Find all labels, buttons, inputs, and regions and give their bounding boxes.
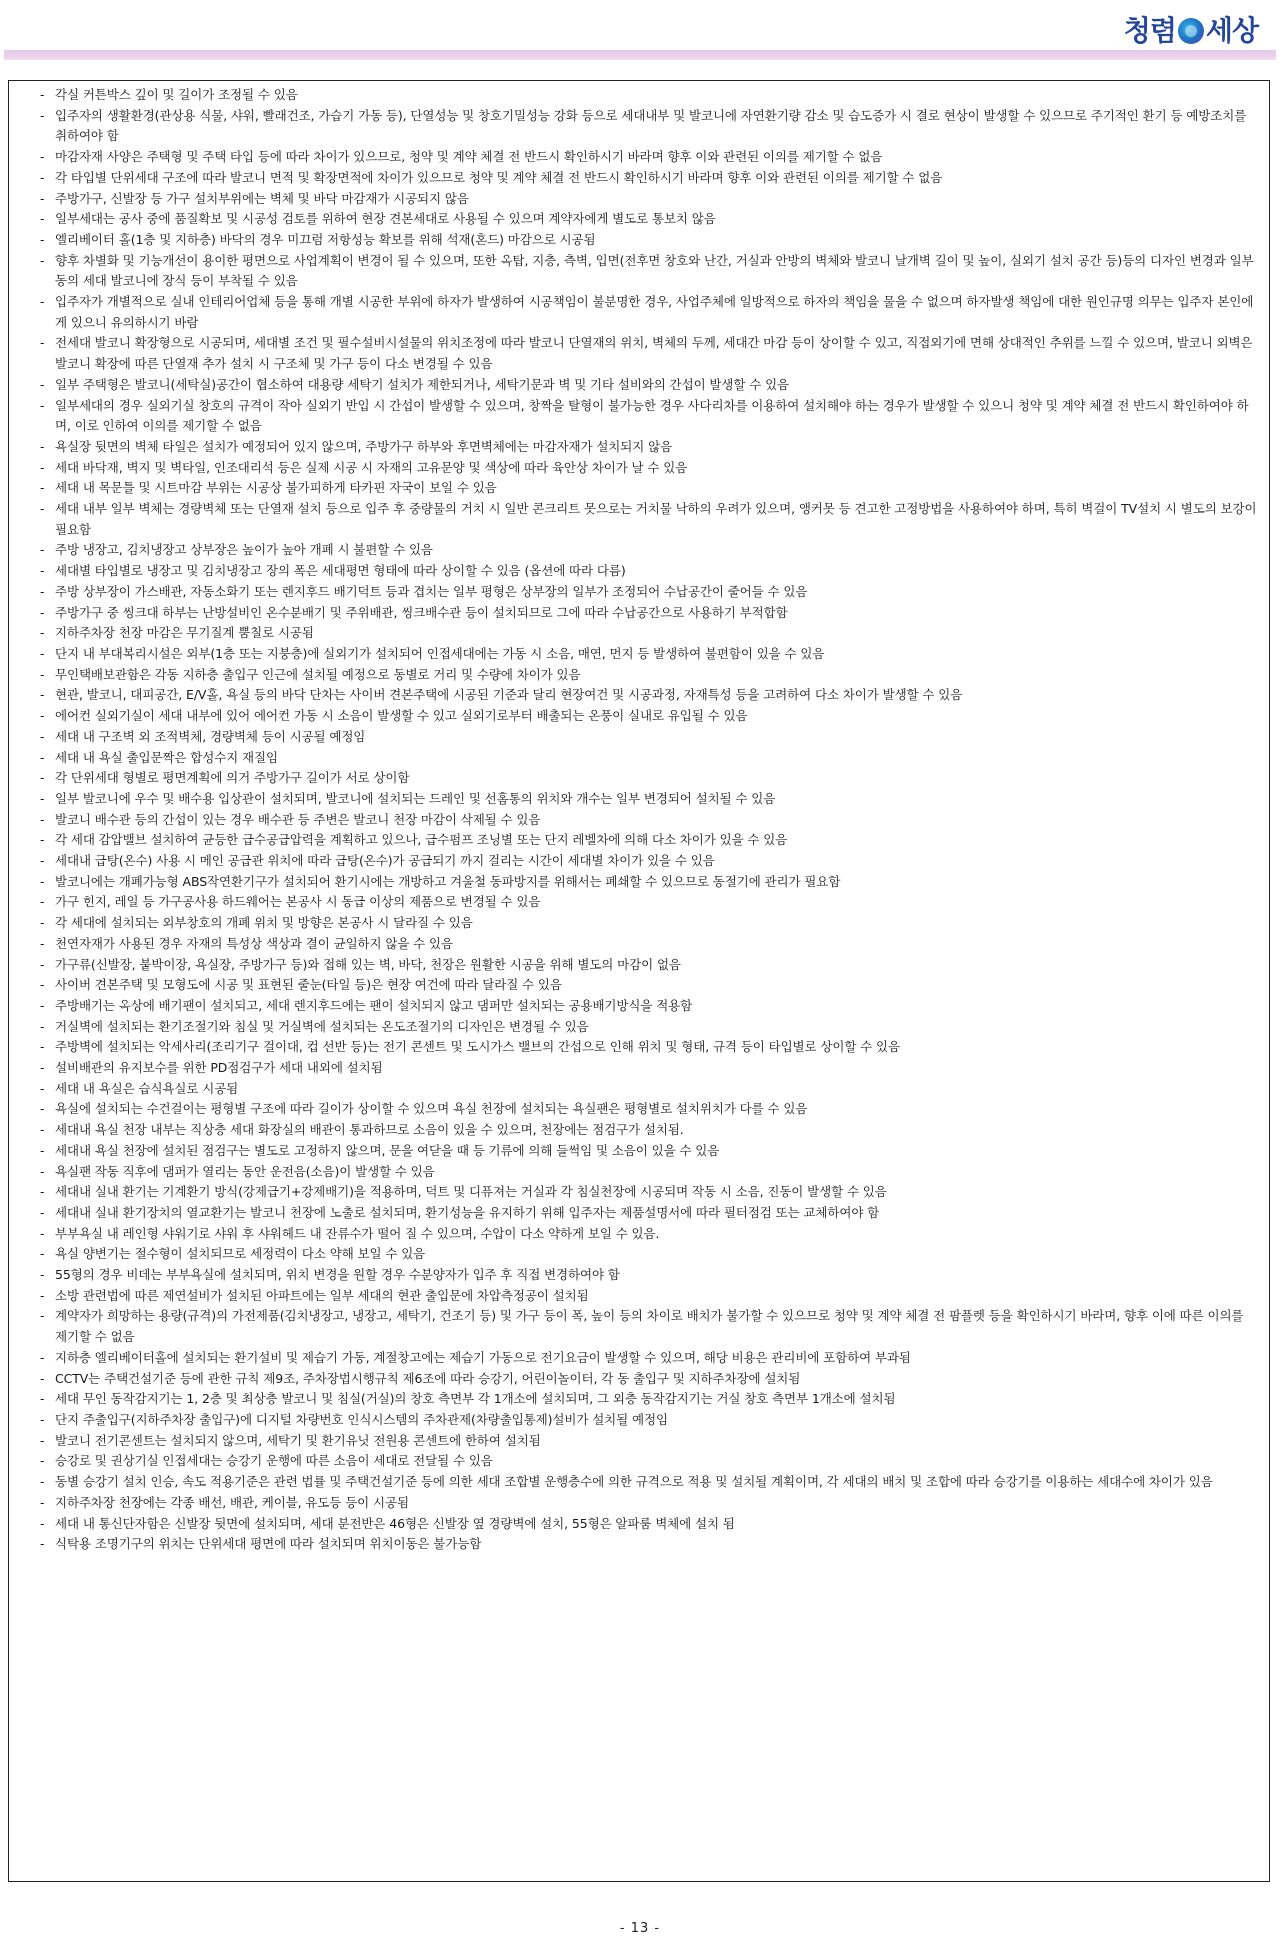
list-item [41, 996, 1259, 1017]
list-bullet: - [40, 666, 45, 682]
list-item [41, 1286, 1259, 1307]
list-item [41, 1265, 1259, 1286]
list-item [41, 1451, 1259, 1472]
list-item [41, 375, 1259, 396]
list-bullet: - [40, 873, 45, 889]
list-item [41, 1306, 1259, 1347]
list-item-text: 각 세대에 설치되는 외부창호의 개폐 위치 및 방향은 본공사 시 달라질 수 있음 [55, 915, 473, 931]
list-bullet: - [40, 915, 45, 931]
list-item [41, 1162, 1259, 1183]
logo-text-part2: 세상 [1205, 14, 1258, 47]
list-bullet: - [40, 1060, 45, 1076]
list-item-text: 각실 커튼박스 깊이 및 길이가 조정될 수 있음 [55, 87, 298, 102]
list-item-text: 세대 내 통신단자함은 신발장 뒷면에 설치되며, 세대 분전반은 46형은 신발장 옆 경량벽에 설치, 55형은 알파룸 벽체에 설치 됨 [55, 1515, 735, 1531]
list-bullet: - [40, 853, 45, 869]
list-item-text: 단지 내 부대복리시설은 외부(1층 또는 지붕층)에 실외기가 설치되어 인접세대에는 가동 시 소음, 매연, 먼지 등 발생하여 불편함이 있을 수 있음 [55, 645, 825, 661]
list-bullet: - [40, 997, 45, 1013]
list-bullet: - [40, 1267, 45, 1283]
list-item [41, 1224, 1259, 1245]
list-bullet: - [40, 335, 45, 351]
list-item [41, 1017, 1259, 1038]
list-item-text: 세대내 실내 환기장치의 열교환기는 발코니 천장에 노출로 설치되며, 환기성능을 유지하기 위해 입주자는 제품설명서에 따라 필터점검 또는 교체하여야 함 [55, 1204, 880, 1220]
list-item-text: 사이버 견본주택 및 모형도에 시공 및 표현된 줄눈(타일 등)은 현장 여건에 따라 달라질 수 있음 [55, 977, 562, 993]
list-bullet: - [40, 542, 45, 558]
list-item [41, 665, 1259, 686]
list-item-text: 각 세대 감압밸브 설치하여 균등한 급수공급압력을 계획하고 있으나, 급수펌프 조닝별 또는 단지 레벨차에 의해 다소 차이가 있을 수 있음 [55, 832, 788, 848]
list-item [41, 1472, 1259, 1493]
list-item [41, 85, 1259, 106]
list-item [41, 623, 1259, 644]
list-item-text: 발코니 전기콘센트는 설치되지 않으며, 세탁기 및 환기유닛 전원용 콘센트에 한하여 설치됨 [55, 1432, 541, 1448]
list-item-text: 승강로 및 권상기실 인접세대는 승강기 운행에 따른 소음이 세대로 전달될 수 있음 [55, 1453, 493, 1469]
list-bullet: - [40, 749, 45, 765]
list-item [41, 292, 1259, 333]
list-bullet: - [40, 1039, 45, 1055]
list-item [41, 1099, 1259, 1120]
list-item-text: 지하층 엘리베이터홀에 설치되는 환기설비 및 제습기 가동, 계절창고에는 제습기 가동으로 전기요금이 발생할 수 있으며, 해당 비용은 관리비에 포함하여 부과됨 [55, 1349, 911, 1365]
list-item-text: 세대 내 욕실 출입문짝은 합성수지 재질임 [55, 749, 278, 765]
list-item [41, 1079, 1259, 1100]
list-item [41, 913, 1259, 934]
list-bullet: - [40, 149, 45, 165]
list-bullet: - [40, 459, 45, 475]
list-bullet: - [40, 790, 45, 806]
list-bullet: - [40, 1412, 45, 1427]
list-item [41, 892, 1259, 913]
list-bullet: - [40, 501, 45, 517]
list-item [41, 540, 1259, 561]
list-item [41, 1493, 1259, 1514]
notice-content-box [8, 80, 1270, 1882]
list-bullet: - [40, 1246, 45, 1262]
list-bullet: - [40, 294, 45, 310]
list-item-text: 주방배기는 옥상에 배기팬이 설치되고, 세대 렌지후드에는 팬이 설치되지 않고 댐퍼만 설치되는 공용배기방식을 적용함 [55, 997, 693, 1013]
globe-logo-icon [1178, 18, 1204, 44]
list-bullet: - [40, 1287, 45, 1303]
list-bullet: - [40, 1225, 45, 1241]
list-item-text: 세대내 욕실 천장 내부는 직상층 세대 화장실의 배관이 통과하므로 소음이 있을 수 있으며, 천장에는 점검구가 설치됨. [55, 1122, 684, 1138]
list-bullet: - [40, 190, 45, 206]
list-item [41, 603, 1259, 624]
list-item-text: 욕실 양변기는 절수형이 설치되므로 세정력이 다소 약해 보일 수 있음 [55, 1246, 426, 1262]
list-bullet: - [40, 252, 45, 268]
list-item-text: 엘리베이터 홀(1층 및 지하층) 바닥의 경우 미끄럼 저항성능 확보를 위해 석재(혼드) 마감으로 시공됨 [55, 231, 596, 247]
list-item-text: 현관, 발코니, 대피공간, E/V홀, 욕실 등의 바닥 단차는 사이버 견본주택에 시공된 기준과 달리 현장여건 및 시공과정, 자재특성 등을 고려하여 다소 차이가 발생할 수 있음 [55, 687, 963, 703]
list-bullet: - [40, 1080, 45, 1096]
list-bullet: - [40, 1536, 45, 1552]
list-item-text: 각 타입별 단위세대 구조에 따라 발코니 면적 및 확장면적에 차이가 있으므로 청약 및 계약 체결 전 반드시 확인하시기 바라며 향후 이와 관련된 이의를 제기할 수 없음 [55, 169, 943, 185]
list-item-text: 세대 무인 동작감지기는 1, 2층 및 최상층 발코니 및 침실(거실)의 창호 측면부 각 1개소에 설치되며, 그 외층 동작감지기는 거실 창호 측면부 1개소에 설치됨 [55, 1391, 896, 1407]
list-bullet: - [40, 1018, 45, 1034]
list-item [41, 168, 1259, 189]
list-item [41, 437, 1259, 458]
list-item-text: 세대내 급탕(온수) 사용 시 메인 공급관 위치에 따라 급탕(온수)가 공급되기 까지 걸리는 시간이 세대별 차이가 있을 수 있음 [55, 853, 715, 869]
list-item-text: 천연자재가 사용된 경우 자재의 특성상 색상과 결이 균일하지 않을 수 있음 [55, 935, 453, 951]
list-item [41, 209, 1259, 230]
page-number: - 13 - [619, 1921, 661, 1936]
list-bullet: - [40, 1494, 45, 1510]
list-item [41, 685, 1259, 706]
list-bullet: - [40, 87, 45, 102]
list-item-text: 발코니 배수관 등의 간섭이 있는 경우 배수관 등 주변은 발코니 천장 마감이 삭제될 수 있음 [55, 811, 541, 827]
list-item-text: 마감자재 사양은 주택형 및 주택 타입 등에 따라 차이가 있으므로, 청약 및 계약 체결 전 반드시 확인하시기 바라며 향후 이와 관련된 이의를 제기할 수 없음 [55, 149, 883, 165]
list-bullet: - [40, 438, 45, 454]
list-item [41, 499, 1259, 540]
list-item [41, 748, 1259, 769]
list-item-text: 식탁용 조명기구의 위치는 단위세대 평면에 따라 설치되며 위치이동은 불가능함 [55, 1536, 482, 1552]
list-item-text: CCTV는 주택건설기준 등에 관한 규칙 제9조, 주차장법시행규칙 제6조에 따라 승강기, 어린이놀이터, 각 동 출입구 및 지하주차장에 설치됨 [55, 1370, 801, 1386]
list-item [41, 1348, 1259, 1369]
list-item [41, 458, 1259, 479]
list-bullet: - [40, 1370, 45, 1386]
list-item [41, 851, 1259, 872]
list-item [41, 644, 1259, 665]
list-item-text: 세대내 실내 환기는 기계환기 방식(강제급기+강제배기)을 적용하며, 덕트 및 디퓨져는 거실과 각 침실천장에 시공되며 작동 시 소음, 진동이 발생할 수 있음 [55, 1184, 887, 1200]
list-item-text: 무인택배보관함은 각동 지하층 출입구 인근에 설치될 예정으로 동별로 거리 및 수량에 차이가 있음 [55, 666, 581, 682]
site-logo [1124, 14, 1258, 48]
list-item [41, 147, 1259, 168]
list-bullet: - [40, 1122, 45, 1138]
list-item-text: 세대 바닥재, 벽지 및 벽타일, 인조대리석 등은 실제 시공 시 자재의 고유문양 및 색상에 따라 육안상 차이가 날 수 있음 [55, 459, 688, 475]
list-item-text: 세대별 타입별로 냉장고 및 김치냉장고 장의 폭은 세대평면 형태에 따라 상이할 수 있음 (옵션에 따라 다름) [55, 563, 626, 579]
list-item-text: 발코니에는 개폐가능형 ABS작연환기구가 설치되어 환기시에는 개방하고 겨울철 동파방지를 위해서는 폐쇄할 수 있으므로 동절기에 관리가 필요함 [55, 873, 841, 889]
list-item-text: 지하주차장 천장에는 각종 배선, 배관, 케이블, 유도등 등이 시공됨 [55, 1494, 409, 1510]
list-item-text: 일부세대는 공사 중에 품질확보 및 시공성 검토를 위하여 현장 견본세대로 사용될 수 있으며 계약자에게 별도로 통보치 않음 [55, 211, 716, 227]
list-bullet: - [40, 604, 45, 620]
list-item [41, 1037, 1259, 1058]
list-item-text: 주방가구 중 씽크대 하부는 난방설비인 온수분배기 및 주위배관, 씽크배수관 등이 설치되므로 그에 따라 수납공간으로 사용하기 부적합함 [55, 604, 788, 620]
list-item [41, 1058, 1259, 1079]
list-item [41, 1514, 1259, 1535]
list-item-text: 일부 주택형은 발코니(세탁실)공간이 협소하여 대용량 세탁기 설치가 제한되거나, 세탁기문과 벽 및 기타 설비와의 간섭이 발생할 수 있음 [55, 376, 790, 392]
list-item-text: 동별 승강기 설치 인승, 속도 적용기준은 관련 법률 및 주택건설기준 등에 의한 세대 조합별 운행층수에 의한 규격으로 적용 및 설치될 계획이며, 각 세대의 배치 및 조합에 따라 승강기를 이용하는 세대수에 차이가 있음 [55, 1474, 1213, 1490]
list-item-text: 주방 냉장고, 김치냉장고 상부장은 높이가 높아 개폐 시 불편할 수 있음 [55, 542, 433, 558]
list-item-text: 가구 힌지, 레일 등 가구공사용 하드웨어는 본공사 시 동급 이상의 제품으로 변경될 수 있음 [55, 894, 541, 910]
list-bullet: - [40, 1204, 45, 1220]
list-bullet: - [40, 376, 45, 392]
list-item [41, 582, 1259, 603]
list-item-text: 55형의 경우 비데는 부부욕실에 설치되며, 위치 변경을 원할 경우 수분양자가 입주 후 직접 변경하여야 함 [55, 1267, 620, 1283]
list-item-text: 전세대 발코니 확장형으로 시공되며, 세대별 조건 및 필수설비시설물의 위치조정에 따라 발코니 단열재의 위치, 벽체의 두께, 세대간 마감 등이 상이할 수 있고, 직접외기에 면해 상대적인 추위를 느낄 수 있으며, 발코니 외벽은 발코니 확장에 따른 단열재 추가 설치 시 구조체 및 가구 등이 다소 변경될 수 있음 [55, 335, 1253, 372]
list-bullet: - [40, 935, 45, 951]
list-bullet: - [40, 231, 45, 247]
list-bullet: - [40, 708, 45, 724]
list-item [41, 789, 1259, 810]
list-item-text: 향후 차별화 및 기능개선이 용이한 평면으로 사업계획이 변경이 될 수 있으며, 또한 옥탑, 지층, 측벽, 입면(전후면 창호와 난간, 거실과 안방의 벽체와 발코니 날개벽 길이 및 높이, 실외기 설치 공간 등)등의 디자인 변경과 일부동의 세대 발코니에 장식 등이 부착될 수 있음 [55, 252, 1254, 289]
list-item-text: 주방벽에 설치되는 악세사리(조리기구 걸이대, 컵 선반 등)는 전기 콘센트 및 도시가스 밸브의 간섭으로 인해 위치 및 형태, 규격 등이 타입별로 상이할 수 있음 [55, 1039, 900, 1055]
list-bullet: - [40, 169, 45, 185]
list-item [41, 1410, 1259, 1431]
list-item-text: 욕실에 설치되는 수건걸이는 평형별 구조에 따라 길이가 상이할 수 있으며 욕실 천장에 설치되는 욕실팬은 평형별로 설치위치가 다를 수 있음 [55, 1101, 808, 1117]
list-item [41, 830, 1259, 851]
list-item-text: 주방가구, 신발장 등 가구 설치부위에는 벽체 및 바닥 마감재가 시공되지 않음 [55, 190, 469, 206]
list-item [41, 230, 1259, 251]
list-item [41, 872, 1259, 893]
list-item-text: 입주자의 생활환경(관상용 식물, 샤워, 빨래건조, 가습기 가동 등), 단열성능 및 창호기밀성능 강화 등으로 세대내부 및 발코니에 자연환기량 감소 및 습도증가 시 결로 현상이 발생할 수 있으므로 주기적인 환기 등 예방조치를 취하여야 함 [55, 107, 1247, 144]
list-item-text: 에어컨 실외기실이 세대 내부에 있어 에어컨 가동 시 소음이 발생할 수 있고 실외기로부터 배출되는 온풍이 실내로 유입될 수 있음 [55, 708, 748, 724]
list-item [41, 727, 1259, 748]
list-item-text: 세대 내 구조벽 외 조적벽체, 경량벽체 등이 시공될 예정임 [55, 728, 366, 744]
list-bullet: - [40, 1474, 45, 1490]
list-item-text: 입주자가 개별적으로 실내 인테리어업체 등을 통해 개별 시공한 부위에 하자가 발생하여 시공책임이 불분명한 경우, 사업주체에 일방적으로 하자의 책임을 물을 수 없으며 하자발생 책임에 대한 원인규명 의무는 입주자 본인에게 있으니 유의하시기 바람 [55, 294, 1254, 330]
list-item [41, 1369, 1259, 1390]
list-bullet: - [40, 563, 45, 579]
list-item [41, 955, 1259, 976]
list-item-text: 계약자가 희망하는 용량(규격)의 가전제품(김치냉장고, 냉장고, 세탁기, 건조기 등) 및 가구 등이 폭, 높이 등의 차이로 배치가 불가할 수 있으므로 청약 및 계약 체결 전 팜플렛 등을 확인하시기 바라며, 향후 이에 따른 이의를 제기할 수 없음 [55, 1308, 1244, 1345]
list-item [41, 1120, 1259, 1141]
list-bullet: - [40, 1349, 45, 1365]
list-item-text: 세대 내 욕실은 습식욕실로 시공됨 [55, 1080, 239, 1096]
list-bullet: - [40, 977, 45, 993]
list-item [41, 1182, 1259, 1203]
list-item [41, 768, 1259, 789]
list-item [41, 1244, 1259, 1265]
list-bullet: - [40, 894, 45, 910]
list-item-text: 일부세대의 경우 실외기실 창호의 규격이 작아 실외기 반입 시 간섭이 발생할 수 있으며, 창짝을 탈형이 불가능한 경우 사다리차를 이용하여 설치해야 하는 경우가 발생할 수 있으니 청약 및 계약 체결 전 반드시 확인하여야 하며, 이로 인하여 이의를 제기할 수 없음 [55, 397, 1249, 434]
list-item-text: 지하주차장 천장 마감은 무기질계 뿜칠로 시공됨 [55, 625, 314, 641]
logo-text-part1: 청렴 [1123, 14, 1176, 47]
list-item-text: 주방 상부장이 가스배관, 자동소화기 또는 렌지후드 배기덕트 등과 겹치는 일부 평형은 상부장의 일부가 조정되어 수납공간이 줄어들 수 있음 [55, 583, 808, 599]
list-bullet: - [40, 1184, 45, 1200]
list-item-text: 소방 관련법에 따른 제연설비가 설치된 아파트에는 일부 세대의 현관 출입문에 차압측정공이 설치됨 [55, 1287, 589, 1303]
list-bullet: - [40, 770, 45, 786]
list-bullet: - [40, 811, 45, 827]
list-item-text: 세대 내부 일부 벽체는 경량벽체 또는 단열재 설치 등으로 입주 후 중량물의 거치 시 일반 콘크리트 못으로는 거치물 낙하의 우려가 있으며, 앵커못 등 견고한 고정방법을 사용하여야 하며, 특히 벽걸이 TV설치 시 별도의 보강이 필요함 [55, 501, 1257, 537]
list-item-text: 욕실장 뒷면의 벽체 타일은 설치가 예정되어 있지 않으며, 주방가구 하부와 후면벽체에는 마감자재가 설치되지 않음 [55, 438, 673, 454]
list-item-text: 부부욕실 내 레인형 샤워기로 샤워 후 샤워헤드 내 잔류수가 떨어 질 수 있으며, 수압이 다소 약하게 보일 수 있음. [55, 1225, 660, 1241]
list-bullet: - [40, 583, 45, 599]
list-bullet: - [40, 832, 45, 848]
list-item-text: 세대 내 목문틀 및 시트마감 부위는 시공상 불가피하게 타카핀 자국이 보일 수 있음 [55, 480, 497, 496]
list-item-text: 거실벽에 설치되는 환기조절기와 침실 및 거실벽에 설치되는 온도조절기의 디자인은 변경될 수 있음 [55, 1018, 589, 1034]
list-item [41, 1389, 1259, 1410]
list-bullet: - [40, 1163, 45, 1179]
list-item [41, 189, 1259, 210]
list-item-text: 일부 발코니에 우수 및 배수용 입상관이 설치되며, 발코니에 설치되는 드레인 및 선홈통의 위치와 개수는 일부 변경되어 설치될 수 있음 [55, 790, 776, 806]
list-bullet: - [40, 728, 45, 744]
list-item [41, 1534, 1259, 1555]
list-item [41, 396, 1259, 437]
list-bullet: - [40, 480, 45, 496]
list-bullet: - [40, 1432, 45, 1448]
list-bullet: - [40, 956, 45, 972]
list-bullet: - [40, 1453, 45, 1469]
list-item-text: 세대내 욕실 천장에 설치된 점검구는 별도로 고정하지 않으며, 문을 여닫을 때 등 기류에 의해 들썩임 및 소음이 있을 수 있음 [55, 1142, 720, 1158]
list-item [41, 810, 1259, 831]
list-item-text: 욕실팬 작동 직후에 댐퍼가 열리는 동안 운전음(소음)이 발생할 수 있음 [55, 1163, 435, 1179]
list-bullet: - [40, 1142, 45, 1158]
list-bullet: - [40, 1391, 45, 1407]
list-item [41, 975, 1259, 996]
list-item-text: 단지 주출입구(지하주차장 출입구)에 디지털 차량번호 인식시스템의 주차관제(차량출입통제)설비가 설치될 예정임 [55, 1412, 668, 1427]
list-item [41, 934, 1259, 955]
list-bullet: - [40, 1308, 45, 1324]
list-bullet: - [40, 1101, 45, 1117]
list-item [41, 106, 1259, 147]
list-item-text: 설비배관의 유지보수를 위한 PD점검구가 세대 내외에 설치됨 [55, 1060, 383, 1076]
list-item [41, 706, 1259, 727]
list-item-text: 가구류(신발장, 붙박이장, 욕실장, 주방가구 등)와 접해 있는 벽, 바닥, 천장은 원활한 시공을 위해 별도의 마감이 없음 [55, 956, 681, 972]
list-bullet: - [40, 1515, 45, 1531]
list-bullet: - [40, 397, 45, 413]
list-item-text: 각 단위세대 형별로 평면계획에 의거 주방가구 길이가 서로 상이함 [55, 770, 410, 786]
list-bullet: - [40, 645, 45, 661]
list-bullet: - [40, 625, 45, 641]
list-item [41, 1141, 1259, 1162]
list-item [41, 1431, 1259, 1452]
list-item [41, 478, 1259, 499]
list-bullet: - [40, 211, 45, 227]
list-item [41, 333, 1259, 374]
header-band [4, 50, 1276, 60]
list-item [41, 1203, 1259, 1224]
list-bullet: - [40, 687, 45, 703]
list-bullet: - [40, 107, 45, 123]
list-item [41, 251, 1259, 292]
list-item [41, 561, 1259, 582]
